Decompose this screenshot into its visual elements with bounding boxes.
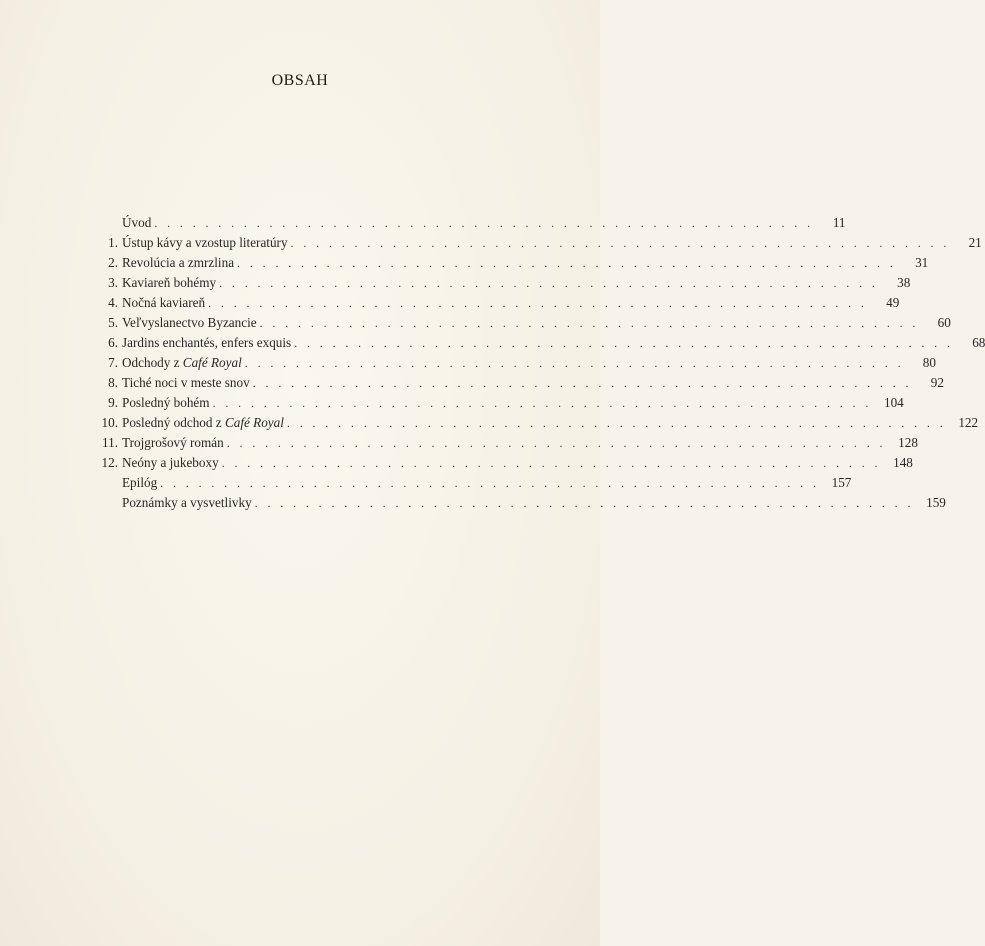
- toc-entry: [96, 393, 904, 413]
- toc-entry: [96, 413, 979, 433]
- toc-entry: [96, 493, 946, 513]
- toc-entry-number: 9.: [108, 395, 118, 410]
- toc-entry-page: 21: [968, 235, 982, 250]
- toc-entry-title: Posledný bohém: [122, 395, 210, 410]
- toc-entry-number: 1.: [108, 235, 118, 250]
- toc-entry-page: 122: [958, 415, 979, 430]
- dot-leader: . . . . . . . . . . . . . . . . . . . . . . . . . . . . . . . . . . . . . . . . . . . . . . . . . . . .: [294, 336, 954, 350]
- dot-leader: . . . . . . . . . . . . . . . . . . . . . . . . . . . . . . . . . . . . . . . . . . . . . . . . . . . .: [219, 276, 879, 290]
- toc-entry-number: 12.: [101, 455, 118, 470]
- toc-entry-page: 148: [893, 455, 913, 470]
- toc-entry: [96, 253, 929, 273]
- toc-entry-number: 5.: [108, 315, 118, 330]
- toc-entry-title: Revolúcia a zmrzlina: [122, 255, 235, 270]
- toc-entry: [96, 473, 852, 493]
- dot-leader: . . . . . . . . . . . . . . . . . . . . . . . . . . . . . . . . . . . . . . . . . . . . . . . . . . . .: [237, 256, 897, 270]
- toc-entry-title: Kaviareň bohémy: [122, 275, 217, 290]
- toc-entry-number: 4.: [108, 295, 118, 310]
- dot-leader: . . . . . . . . . . . . . . . . . . . . . . . . . . . . . . . . . . . . . . . . . . . . . . . . . . . .: [154, 216, 814, 230]
- dot-leader: . . . . . . . . . . . . . . . . . . . . . . . . . . . . . . . . . . . . . . . . . . . . . . . . . . . .: [244, 356, 904, 370]
- toc-entry: [96, 313, 951, 333]
- toc-entry: [96, 273, 911, 293]
- toc-entry-number: 11.: [102, 435, 118, 450]
- dot-leader: . . . . . . . . . . . . . . . . . . . . . . . . . . . . . . . . . . . . . . . . . . . . . . . . . . . .: [259, 316, 919, 330]
- toc-entry-page: 38: [897, 275, 911, 290]
- toc-entry-page: 80: [922, 355, 936, 370]
- toc-entry: [96, 373, 944, 393]
- toc-entry-title: Epilóg: [122, 475, 158, 490]
- toc-entry: [96, 353, 936, 373]
- toc-entry-page: 31: [915, 255, 929, 270]
- toc-entry-page: 11: [832, 215, 846, 230]
- dot-leader: . . . . . . . . . . . . . . . . . . . . . . . . . . . . . . . . . . . . . . . . . . . . . . . . . . . .: [252, 376, 912, 390]
- toc-entry-title: Trojgrošový román: [122, 435, 224, 450]
- toc-entry-title: Nočná kaviareň: [122, 295, 206, 310]
- dot-leader: . . . . . . . . . . . . . . . . . . . . . . . . . . . . . . . . . . . . . . . . . . . . . . . . . . . .: [212, 396, 872, 410]
- dot-leader: . . . . . . . . . . . . . . . . . . . . . . . . . . . . . . . . . . . . . . . . . . . . . . . . . . . .: [160, 476, 820, 490]
- toc-entry: [96, 293, 900, 313]
- toc-entry: [96, 233, 982, 253]
- page-title: OBSAH: [271, 72, 329, 89]
- dot-leader: . . . . . . . . . . . . . . . . . . . . . . . . . . . . . . . . . . . . . . . . . . . . . . . . . . . .: [226, 436, 886, 450]
- dot-leader: . . . . . . . . . . . . . . . . . . . . . . . . . . . . . . . . . . . . . . . . . . . . . . . . . . . .: [290, 236, 950, 250]
- toc-entry-page: 68: [972, 335, 985, 350]
- toc-entry-title: Neóny a jukeboxy: [122, 455, 219, 470]
- toc-entry-title: Úvod: [122, 215, 152, 230]
- toc-entry: [96, 333, 985, 353]
- toc-entry-title: Veľvyslanectvo Byzancie: [122, 315, 257, 330]
- toc-entry-title: Poznámky a vysvetlivky: [122, 495, 252, 510]
- toc-entry-number: 7.: [108, 355, 118, 370]
- dot-leader: . . . . . . . . . . . . . . . . . . . . . . . . . . . . . . . . . . . . . . . . . . . . . . . . . . . .: [221, 456, 881, 470]
- toc-entry-number: 6.: [108, 335, 118, 350]
- toc-entry: [96, 453, 913, 473]
- dot-leader: . . . . . . . . . . . . . . . . . . . . . . . . . . . . . . . . . . . . . . . . . . . . . . . . . . . .: [254, 496, 914, 510]
- toc-entry-page: 60: [937, 315, 951, 330]
- toc-entry-page: 104: [883, 395, 904, 410]
- toc-entry-title: Tiché noci v meste snov: [122, 375, 250, 390]
- table-of-contents: [96, 213, 985, 513]
- toc-entry-number: 3.: [108, 275, 118, 290]
- toc-entry-title: Posledný odchod z Café Royal: [122, 415, 284, 430]
- toc-entry: [96, 213, 846, 233]
- toc-entry-number: 10.: [101, 415, 118, 430]
- dot-leader: . . . . . . . . . . . . . . . . . . . . . . . . . . . . . . . . . . . . . . . . . . . . . . . . . . . .: [208, 296, 868, 310]
- toc-entry-page: 49: [886, 295, 900, 310]
- toc-entry-page: 128: [898, 435, 918, 450]
- toc-entry-page: 92: [930, 375, 944, 390]
- toc-entry-number: 2.: [108, 255, 118, 270]
- toc-entry-title: Jardins enchantés, enfers exquis: [122, 335, 292, 350]
- toc-entry: [96, 433, 918, 453]
- toc-entry-title: Ústup kávy a vzostup literatúry: [122, 235, 288, 250]
- toc-entry-title: Odchody z Café Royal: [122, 355, 242, 370]
- toc-entry-number: 8.: [108, 375, 118, 390]
- dot-leader: . . . . . . . . . . . . . . . . . . . . . . . . . . . . . . . . . . . . . . . . . . . . . . . . . . . .: [286, 416, 947, 430]
- toc-entry-page: 159: [926, 495, 946, 510]
- toc-entry-page: 157: [831, 475, 852, 490]
